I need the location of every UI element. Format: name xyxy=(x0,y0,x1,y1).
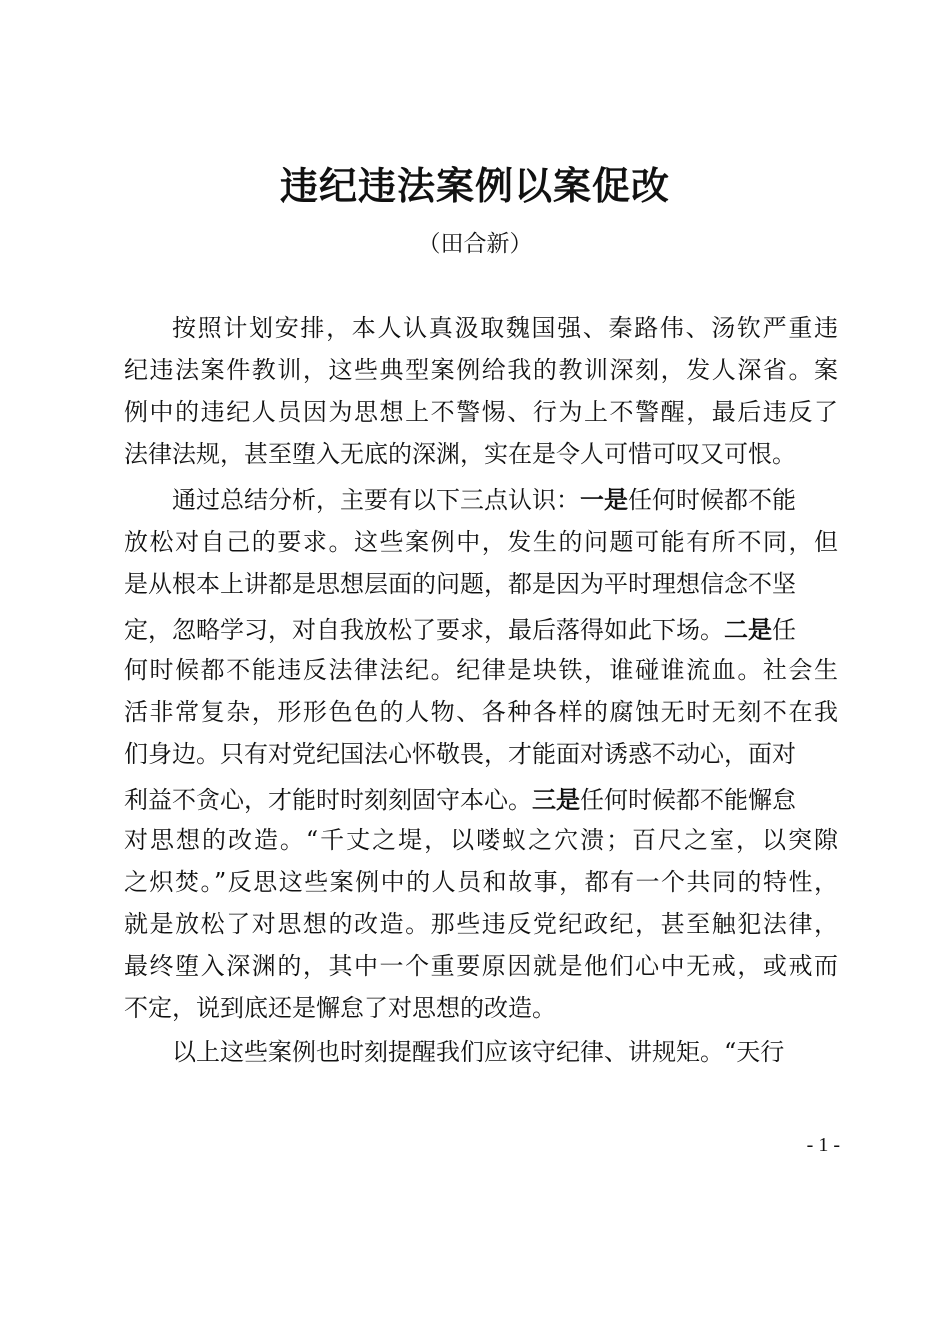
text-line: 最终堕入深渊的，其中一个重要原因就是他们心中无戒，或戒而 xyxy=(124,952,838,980)
document-title: 违纪违法案例以案促改 xyxy=(279,163,670,208)
page-number: - 1 - xyxy=(806,1134,840,1156)
text-line: 是从根本上讲都是思想层面的问题，都是因为平时理想信念不坚 xyxy=(124,570,796,598)
text-line xyxy=(124,610,796,650)
point-marker-two: 二是 xyxy=(724,616,772,644)
text-span: 利益不贪心，才能时时刻刻固守本心。 xyxy=(124,786,532,814)
text-line: 对思想的改造。“千丈之堤，以喽蚁之穴溃；百尺之室，以突隙 xyxy=(124,826,838,854)
text-line: 以上这些案例也时刻提醒我们应该守纪律、讲规矩。“天行 xyxy=(172,1038,785,1066)
text-span: 任 xyxy=(772,616,796,644)
author-name: （田合新） xyxy=(417,231,533,257)
text-line: 法律法规，甚至堕入无底的深渊，实在是令人可惜可叹又可恨。 xyxy=(124,440,796,468)
text-span: 通过总结分析，主要有以下三点认识： xyxy=(172,486,580,514)
text-line: 纪违法案件教训，这些典型案例给我的教训深刻，发人深省。案 xyxy=(124,356,838,384)
point-marker-three: 三是 xyxy=(532,786,580,814)
text-line: 按照计划安排，本人认真汲取魏国强、秦路伟、汤钦严重违 xyxy=(172,314,838,342)
text-span: 定，忽略学习，对自我放松了要求，最后落得如此下场。 xyxy=(124,616,724,644)
text-line: 们身边。只有对党纪国法心怀敬畏，才能面对诱惑不动心，面对 xyxy=(124,740,796,768)
point-marker-one: 一是 xyxy=(580,486,628,514)
text-line xyxy=(172,480,796,520)
text-line: 不定，说到底还是懈怠了对思想的改造。 xyxy=(124,994,556,1022)
text-line: 放松对自己的要求。这些案例中，发生的问题可能有所不同，但 xyxy=(124,528,838,556)
text-span: 任何时候都不能 xyxy=(628,486,796,514)
text-line xyxy=(124,780,796,820)
text-line: 活非常复杂，形形色色的人物、各种各样的腐蚀无时无刻不在我 xyxy=(124,698,838,726)
text-line: 就是放松了对思想的改造。那些违反党纪政纪，甚至触犯法律， xyxy=(124,910,838,938)
text-line: 例中的违纪人员因为思想上不警惕、行为上不警醒，最后违反了 xyxy=(124,398,838,426)
text-span: 任何时候都不能懈怠 xyxy=(580,786,796,814)
text-line: 之炽焚。”反思这些案例中的人员和故事，都有一个共同的特性， xyxy=(124,868,838,896)
text-line: 何时候都不能违反法律法纪。纪律是块铁，谁碰谁流血。社会生 xyxy=(124,656,838,684)
